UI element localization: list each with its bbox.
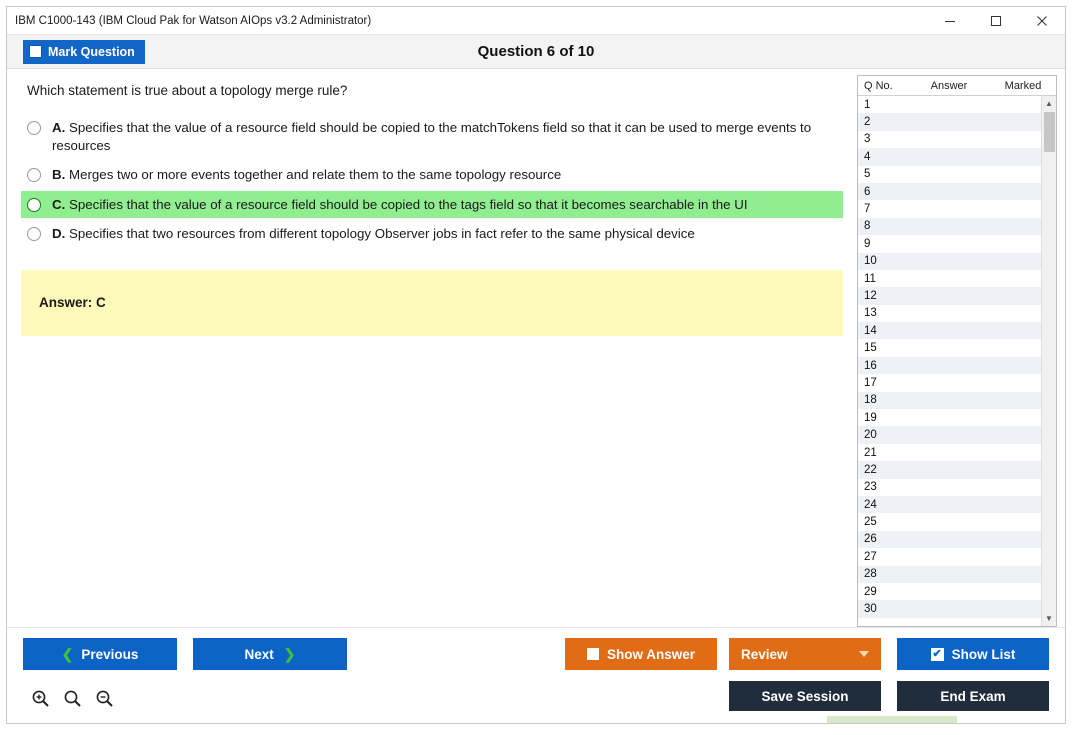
choice-c-letter: C. — [52, 196, 66, 212]
row-question-number: 17 — [864, 376, 877, 389]
row-question-number: 7 — [864, 203, 871, 216]
row-question-number: 16 — [864, 359, 877, 372]
row-question-number: 27 — [864, 550, 877, 563]
choice-d[interactable] — [21, 220, 843, 248]
question-list-scroll-area — [858, 96, 1056, 626]
radio-icon[interactable] — [27, 121, 41, 135]
title-bar — [7, 7, 1065, 35]
answer-label: Answer: C — [39, 295, 106, 311]
radio-icon[interactable] — [27, 227, 41, 241]
row-question-number: 23 — [864, 481, 877, 494]
column-header-qno: Q No. — [864, 79, 893, 92]
row-question-number: 13 — [864, 307, 877, 320]
choice-d-body: Specifies that two resources from different topology Observer jobs in fact refer to the same physical device — [69, 226, 695, 242]
row-question-number: 22 — [864, 463, 877, 476]
zoom-in-icon[interactable] — [29, 687, 51, 709]
review-label: Review — [741, 646, 788, 662]
table-row[interactable] — [858, 392, 1041, 409]
mark-question-label: Mark Question — [48, 44, 135, 59]
choice-a[interactable] — [21, 114, 843, 159]
previous-label: Previous — [81, 646, 139, 662]
row-question-number: 28 — [864, 568, 877, 581]
row-question-number: 2 — [864, 116, 871, 129]
zoom-reset-icon[interactable] — [61, 687, 83, 709]
table-row[interactable] — [858, 548, 1041, 565]
choice-a-body: Specifies that the value of a resource field should be copied to the matchTokens field so that it can be used to merge events to resources — [52, 120, 812, 153]
show-answer-checkbox-icon[interactable] — [587, 648, 599, 660]
choice-c-body: Specifies that the value of a resource field should be copied to the tags field so that it becomes searchable in the UI — [69, 196, 748, 212]
row-question-number: 5 — [864, 168, 871, 181]
row-question-number: 30 — [864, 603, 877, 616]
chevron-down-icon — [859, 651, 869, 657]
choice-a-text — [52, 119, 839, 154]
row-question-number: 26 — [864, 533, 877, 546]
row-question-number: 18 — [864, 394, 877, 407]
table-row[interactable] — [858, 113, 1041, 130]
table-row[interactable] — [858, 131, 1041, 148]
mark-question-checkbox-icon[interactable] — [29, 45, 42, 58]
row-question-number: 6 — [864, 185, 871, 198]
table-row[interactable] — [858, 461, 1041, 478]
scrollbar-thumb[interactable] — [1044, 112, 1055, 152]
review-dropdown[interactable] — [729, 638, 881, 670]
column-header-answer: Answer — [930, 79, 968, 92]
table-row[interactable] — [858, 583, 1041, 600]
maximize-icon[interactable] — [973, 7, 1019, 34]
question-list-header — [858, 76, 1056, 96]
answer-box — [21, 270, 843, 336]
table-row[interactable] — [858, 444, 1041, 461]
row-question-number: 21 — [864, 446, 877, 459]
end-exam-button[interactable] — [897, 681, 1049, 711]
row-question-number: 19 — [864, 411, 877, 424]
row-question-number: 1 — [864, 98, 871, 111]
table-row[interactable] — [858, 357, 1041, 374]
table-row[interactable] — [858, 426, 1041, 443]
choice-d-text — [52, 225, 695, 243]
exam-window — [6, 6, 1066, 724]
question-content — [7, 69, 857, 627]
table-row[interactable] — [858, 166, 1041, 183]
table-row[interactable] — [858, 270, 1041, 287]
choice-c-text — [52, 196, 748, 214]
choice-d-letter: D. — [52, 226, 66, 242]
row-question-number: 8 — [864, 220, 871, 233]
header-bar — [7, 35, 1065, 69]
radio-icon[interactable] — [27, 168, 41, 182]
zoom-out-icon[interactable] — [93, 687, 115, 709]
show-list-label: Show List — [951, 646, 1016, 662]
scroll-up-icon[interactable]: ▲ — [1042, 96, 1056, 111]
end-exam-label: End Exam — [940, 688, 1006, 704]
question-list-scrollbar[interactable] — [1041, 96, 1056, 626]
mark-question-button[interactable] — [23, 40, 145, 64]
table-row[interactable] — [858, 200, 1041, 217]
show-answer-button[interactable] — [565, 638, 717, 670]
table-row[interactable] — [858, 96, 1041, 113]
show-list-checkbox-icon[interactable]: ✔ — [932, 647, 942, 660]
table-row[interactable] — [858, 600, 1041, 617]
close-icon[interactable] — [1019, 7, 1065, 34]
next-button[interactable] — [193, 638, 347, 670]
row-question-number: 12 — [864, 289, 877, 302]
question-list-panel — [857, 75, 1057, 627]
table-row[interactable] — [858, 235, 1041, 252]
table-row[interactable] — [858, 253, 1041, 270]
body — [7, 69, 1065, 627]
save-session-button[interactable] — [729, 681, 881, 711]
choice-b[interactable] — [21, 161, 843, 189]
table-row[interactable] — [858, 305, 1041, 322]
row-question-number: 4 — [864, 150, 871, 163]
chevron-left-icon: ❮ — [61, 645, 74, 662]
row-question-number: 24 — [864, 498, 877, 511]
show-list-button[interactable] — [897, 638, 1049, 670]
row-question-number: 29 — [864, 585, 877, 598]
row-question-number: 11 — [864, 272, 876, 285]
column-header-marked: Marked — [1004, 79, 1042, 92]
table-row[interactable] — [858, 148, 1041, 165]
minimize-icon[interactable] — [927, 7, 973, 34]
window-title: IBM C1000-143 (IBM Cloud Pak for Watson AIOps v3.2 Administrator) — [15, 14, 372, 27]
table-row[interactable] — [858, 218, 1041, 235]
next-label: Next — [244, 646, 274, 662]
table-row[interactable] — [858, 374, 1041, 391]
choice-b-letter: B. — [52, 167, 66, 183]
previous-button[interactable] — [23, 638, 177, 670]
table-row[interactable] — [858, 183, 1041, 200]
table-row[interactable] — [858, 322, 1041, 339]
choice-c[interactable] — [21, 191, 843, 219]
table-row[interactable] — [858, 479, 1041, 496]
desktop-strip — [827, 716, 957, 723]
question-counter: Question 6 of 10 — [477, 43, 595, 60]
row-question-number: 10 — [864, 255, 877, 268]
radio-icon[interactable] — [27, 198, 41, 212]
row-question-number: 20 — [864, 429, 877, 442]
choice-b-text — [52, 166, 561, 184]
table-row[interactable] — [858, 496, 1041, 513]
footer-bar — [7, 627, 1065, 723]
table-row[interactable] — [858, 339, 1041, 356]
row-question-number: 15 — [864, 342, 877, 355]
table-row[interactable] — [858, 409, 1041, 426]
choice-b-body: Merges two or more events together and relate them to the same topology resource — [69, 167, 562, 183]
table-row[interactable] — [858, 531, 1041, 548]
scroll-down-icon[interactable]: ▼ — [1042, 611, 1056, 626]
row-question-number: 3 — [864, 133, 871, 146]
row-question-number: 9 — [864, 237, 871, 250]
question-stem: Which statement is true about a topology merge rule? — [27, 83, 348, 98]
table-row[interactable] — [858, 513, 1041, 530]
save-session-label: Save Session — [761, 688, 849, 704]
table-row[interactable] — [858, 287, 1041, 304]
chevron-right-icon: ❯ — [283, 645, 296, 662]
row-question-number: 14 — [864, 324, 877, 337]
show-answer-label: Show Answer — [606, 646, 695, 662]
row-question-number: 25 — [864, 516, 877, 529]
choice-a-letter: A. — [52, 120, 66, 135]
zoom-controls — [29, 687, 115, 709]
question-list-rows[interactable] — [858, 96, 1041, 626]
table-row[interactable] — [858, 566, 1041, 583]
